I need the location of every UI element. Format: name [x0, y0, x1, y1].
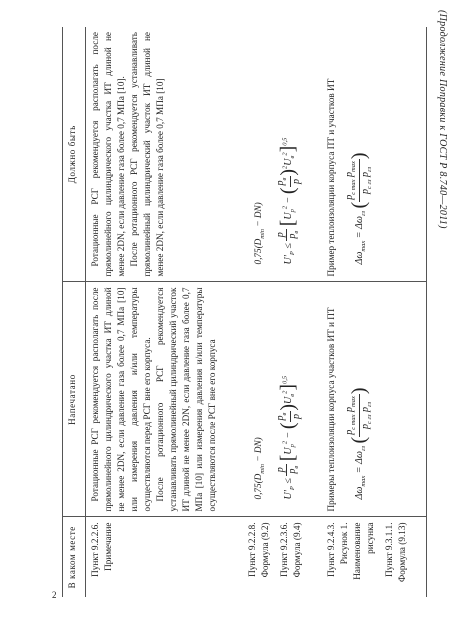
column-header-where: В каком месте	[63, 517, 86, 597]
row-printed	[322, 282, 426, 517]
ref-text: Пункт 9.2.2.6.	[90, 522, 100, 577]
formula-delta-omega: $\Delta\omega_{max} = \Delta\omega_{гз}$ ( $p_{с max}$ $p_{max}$ $p_{с гз}$ $p_{гз}$ )	[343, 387, 373, 500]
page-number: 2	[52, 590, 57, 600]
printed-paragraph: После ротационного РСГ рекомендуется устанавливать прямолинейный цилиндрический участок ИТ длиной не менее 2DN, если давление газа более 0,7 МПа [10] или измерения давления и/или температуры осуществляются после РСГ вне его корпуса	[155, 287, 217, 512]
formula-velocity: $U'_P$ ≤ p $p_в$ [$U_р^2$ − ( $p_в$ p )$^2U_в^2]^{0,5}$	[275, 137, 303, 265]
document-header: (Продолжение Поправки к ГОСТ Р 8.740—2011)	[437, 10, 448, 229]
row-correct-formulas	[243, 27, 321, 282]
ref-text: Пункт 9.2.3.6. Формула (9.4)	[279, 522, 303, 578]
table-header-row	[63, 27, 86, 597]
row-printed-formulas	[243, 282, 321, 517]
row-location	[243, 517, 321, 597]
row-correct	[86, 27, 244, 282]
row-correct	[322, 27, 426, 282]
column-header-should-be: Должно быть	[63, 27, 86, 282]
amendment-table	[62, 27, 427, 597]
ref-text: Пункт 9.2.4.3. Рисунок 1. Наименование рисунка	[325, 522, 375, 580]
table-row	[243, 27, 321, 597]
row-printed	[86, 282, 244, 517]
printed-paragraph: Ротационные РСГ рекомендуется располагать после прямолинейного цилиндрического участка ИТ длиной не менее 2DN, если давление газа более 0,7 МПа [10] или измерения давления и/или температуры осуществляются перед РСГ вне его корпуса.	[90, 287, 152, 512]
formula-dmin: $0,75(D_{min} - DN)$	[253, 202, 267, 265]
printed-caption: Примеры теплоизоляции корпуса участков ИТ и ПТ	[325, 307, 336, 512]
correct-paragraph: После ротационного РСГ рекомендуется устанавливать прямолинейный цилиндрический участок ИТ длиной не менее 2DN, если давление газа более 0,7 МПа [10]	[129, 32, 165, 277]
table-row	[86, 27, 244, 597]
row-location	[322, 517, 426, 597]
formula-delta-omega: $\Delta\omega_{max} = \Delta\omega_{гз}$ ( $p_{с max}$ $p_{max}$ $p_{с гз}$ $p_{гз}$ )	[343, 152, 373, 265]
ref-text: Пункт 9.3.1.1. Формула (9.13)	[383, 522, 407, 582]
formula-velocity: $U'_P$ ≤ p $p_в$ [$U_р^2$ − ( $p_в$ p )$U_в^2]^{0,5}$	[275, 375, 303, 500]
correct-caption: Пример теплоизоляции корпуса ПТ и участков ИТ	[325, 78, 336, 277]
ref-text: Пункт 9.2.2.8. Формула (9.2)	[247, 522, 271, 578]
column-header-printed: Напечатано	[63, 282, 86, 517]
correct-paragraph: Ротационные РСГ рекомендуется располагать после прямолинейного цилиндрического участка ИТ длиной не менее 2DN, если давление газа более 0,7 МПа [10].	[90, 32, 126, 277]
ref-text: Примечание	[103, 522, 113, 571]
table-row	[322, 27, 426, 597]
formula-dmin: $0,75(D_{min} - DN)$	[253, 437, 267, 500]
row-location	[86, 517, 244, 597]
